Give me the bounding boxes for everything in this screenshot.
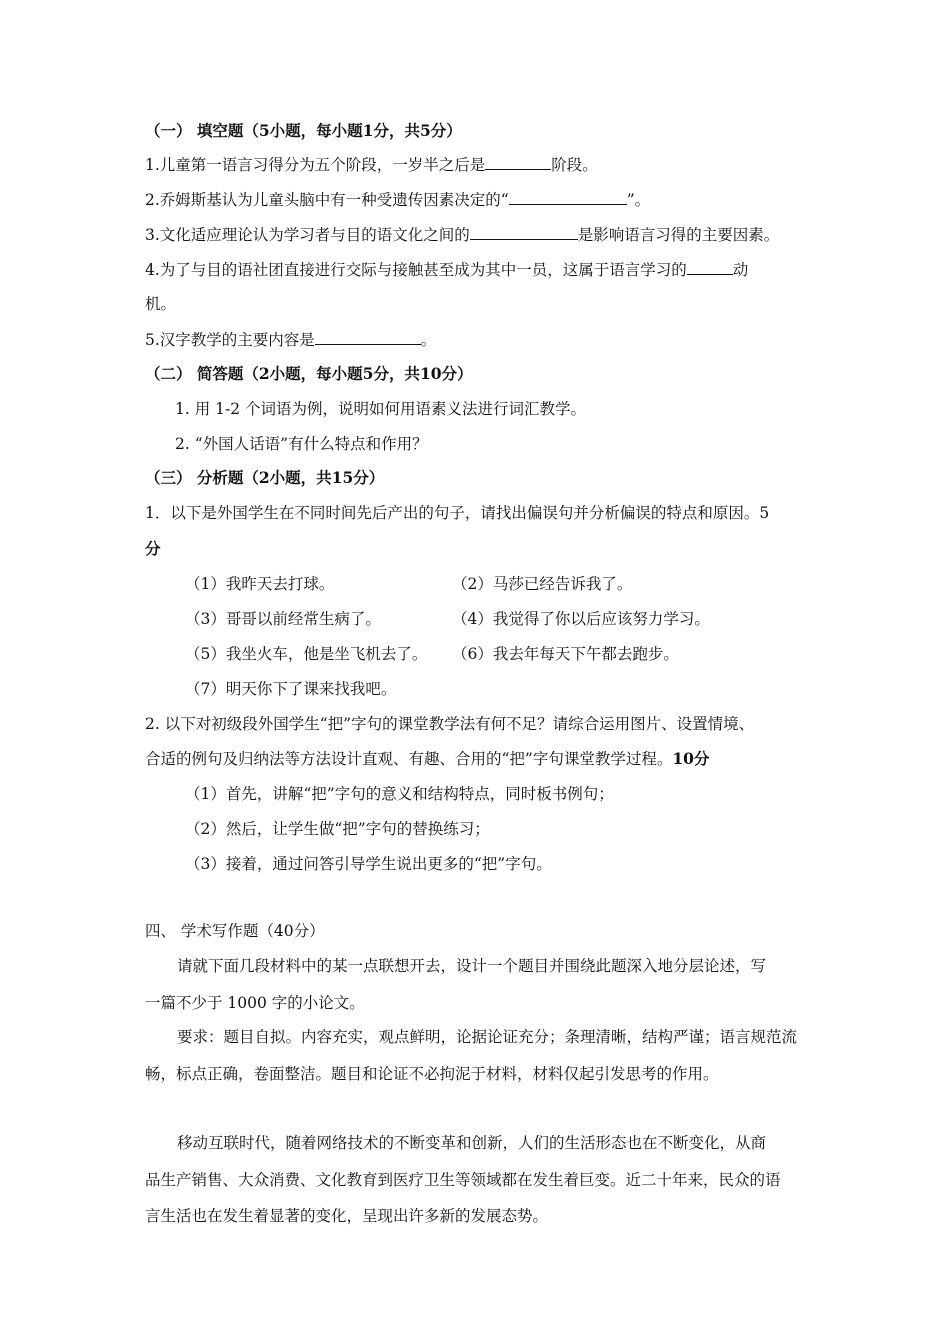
question-1-3 [145,224,779,245]
question-text: 。 [420,331,437,349]
question-1-4 [145,259,748,280]
section4-heading: 四、 学术写作题（40分） [145,922,325,940]
material-paragraph-line-3: 言生活也在发生着显著的变化，呈现出许多新的发展态势。 [145,1207,549,1225]
question-text: 4.为了与目的语社团直接进行交际与接触甚至成为其中一员，这属于语言学习的 [145,261,687,279]
question-text: 阶段。 [551,156,598,174]
section3-heading: （三） 分析题（2小题，共15分） [145,468,385,487]
question-text: 合适的例句及归纳法等方法设计直观、有趣、合用的“把”字句课堂教学过程。 [145,750,673,768]
answer-blank [315,329,421,345]
question-2-1: 1. 用 1-2 个词语为例，说明如何用语素义法进行词汇教学。 [175,400,587,418]
question-1-1 [145,154,598,175]
question-text: 5.汉字教学的主要内容是 [145,331,315,349]
step-1: （1）首先，讲解“把”字句的意义和结构特点，同时板书例句； [185,785,614,803]
section1-heading: （一） 填空题（5小题，每小题1分，共5分） [145,121,462,140]
question-text: 动 [732,261,749,279]
question-2-2: 2. “外国人话语”有什么特点和作用？ [175,435,428,453]
sentence-2: （2）马莎已经告诉我了。 [452,575,633,593]
step-2: （2）然后，让学生做“把”字句的替换练习； [185,820,490,838]
sentence-6: （6）我去年每天下午都去跑步。 [452,645,679,663]
section2-heading: （二） 简答题（2小题，每小题5分，共10分） [145,364,473,383]
question-1-4-cont: 机。 [145,295,177,313]
answer-blank [509,189,627,205]
sentence-7: （7）明天你下了课来找我吧。 [185,680,397,698]
question-text: 1.儿童第一语言习得分为五个阶段，一岁半之后是 [145,156,486,174]
question-3-2: 2. 以下对初级段外国学生“把”字句的课堂教学法有何不足？请综合运用图片、设置情境、 [145,715,755,733]
sentence-4: （4）我觉得了你以后应该努力学习。 [452,610,710,628]
question-1-5 [145,329,436,350]
question-3-1: 1．以下是外国学生在不同时间先后产出的句子，请找出偏误句并分析偏误的特点和原因。5 [145,504,770,522]
answer-blank [687,259,733,275]
answer-blank [470,224,578,240]
question-score: 10分 [672,749,710,768]
material-paragraph: 移动互联时代，随着网络技术的不断变革和创新，人们的生活形态也在不断变化，从商 [177,1134,767,1152]
step-3: （3）接着，通过问答引导学生说出更多的“把”字句。 [185,855,552,873]
question-3-1-score: 分 [145,539,161,558]
question-text: 2.乔姆斯基认为儿童头脑中有一种受遗传因素决定的“ [145,191,509,209]
prompt-paragraph-1: 请就下面几段材料中的某一点联想开去，设计一个题目并围绕此题深入地分层论述，写 [177,957,767,975]
sentence-1: （1）我昨天去打球。 [185,575,335,593]
sentence-5: （5）我坐火车，他是坐飞机去了。 [185,645,428,663]
requirements-paragraph-cont: 畅，标点正确，卷面整洁。题目和论证不必拘泥于材料，材料仅起引发思考的作用。 [145,1065,719,1083]
sentence-3: （3）哥哥以前经常生病了。 [185,610,381,628]
question-1-2 [145,189,650,210]
question-text: 是影响语言习得的主要因素。 [577,226,780,244]
question-text: 3.文化适应理论认为学习者与目的语文化之间的 [145,226,470,244]
question-3-2-cont [145,749,709,769]
material-paragraph-line-2: 品生产销售、大众消费、文化教育到医疗卫生等领域都在发生着巨变。近二十年来，民众的语 [145,1171,781,1189]
prompt-paragraph-1-cont: 一篇不少于 1000 字的小论文。 [145,994,365,1012]
question-text: ”。 [626,191,651,209]
requirements-paragraph: 要求：题目自拟。内容充实，观点鲜明，论据论证充分；条理清晰，结构严谨；语言规范流 [177,1028,798,1046]
answer-blank [485,154,551,170]
